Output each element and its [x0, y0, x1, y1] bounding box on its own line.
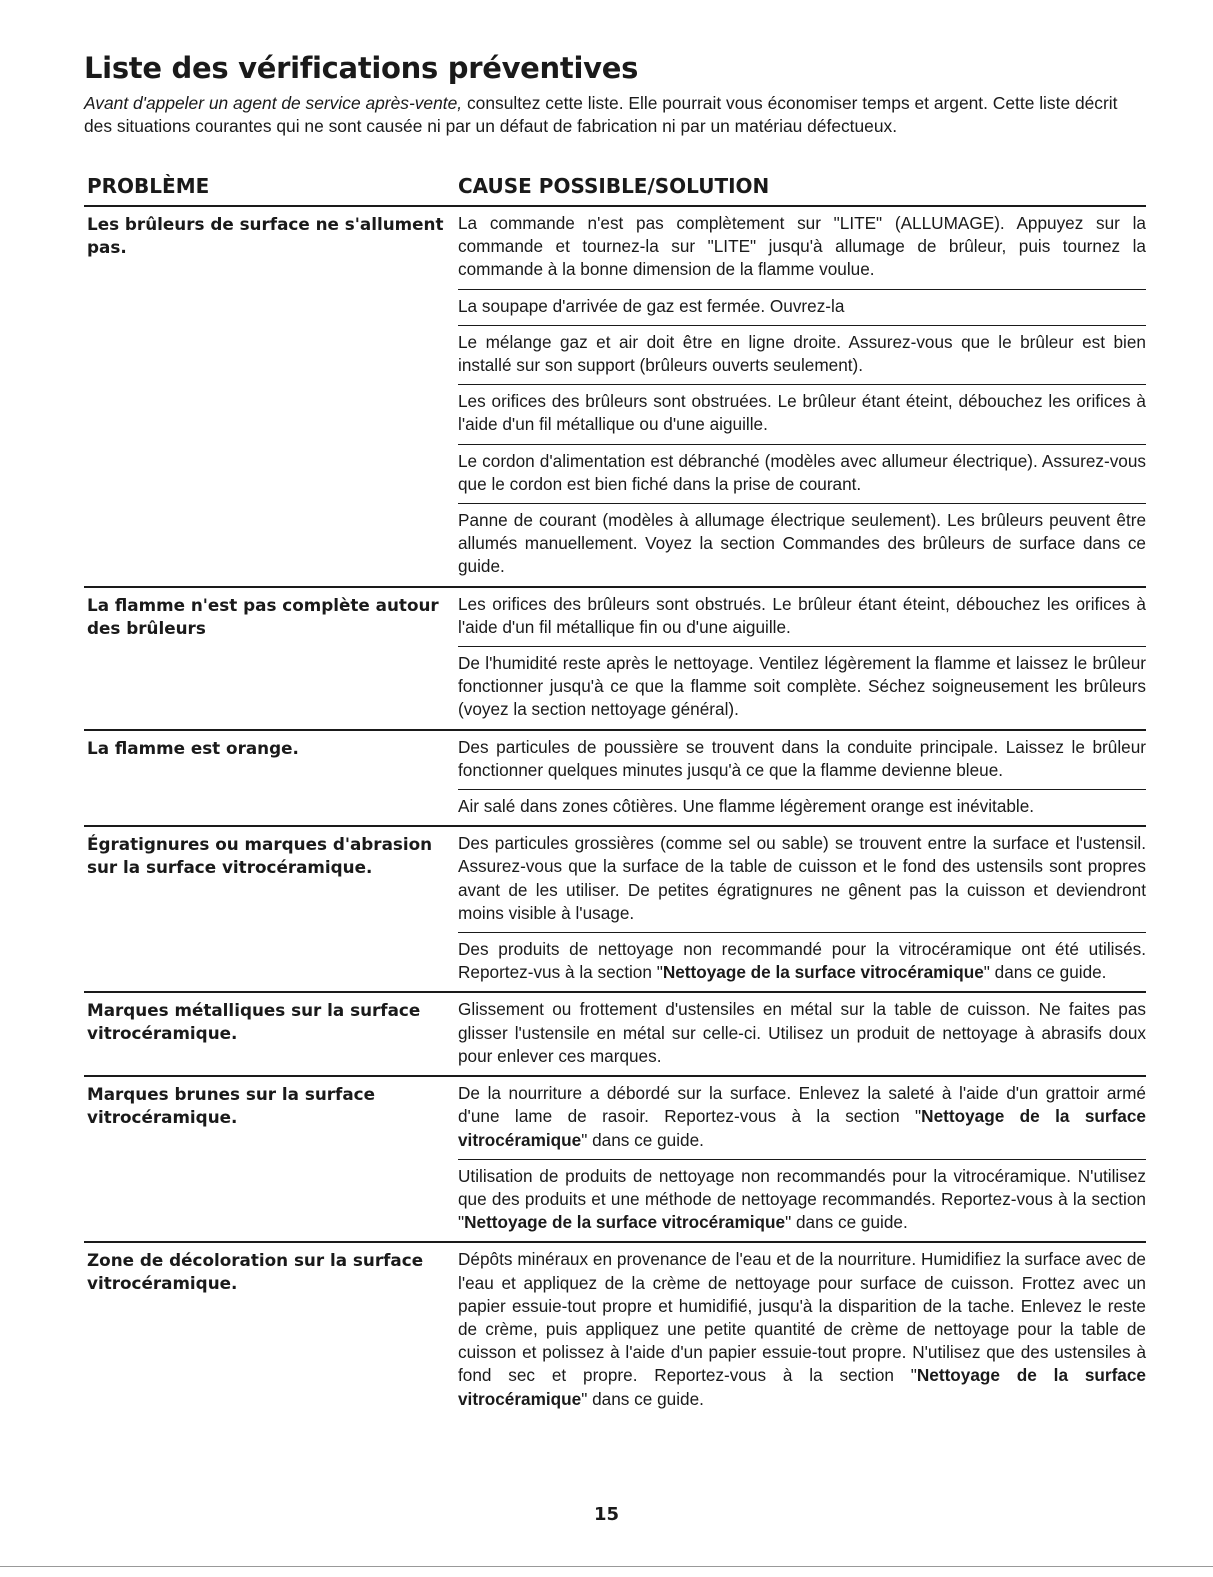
problem-cell: La flamme n'est pas complète autour des brûleurs	[87, 594, 439, 638]
cause-item	[458, 289, 1146, 325]
bold-reference: Nettoyage de la surface vitrocéramique	[458, 1106, 1146, 1150]
table-row	[84, 1077, 1146, 1243]
header-problem: PROBLÈME	[87, 174, 210, 198]
cause-text: De la nourriture a débordé sur la surface. Enlevez la saleté à l'aide d'un grattoir armé d'une lame de rasoir. Reportez-vous à la section "	[458, 1083, 1146, 1127]
cause-item	[458, 789, 1146, 825]
problem-cell: Zone de décoloration sur la surface vitrocéramique.	[87, 1250, 424, 1294]
page-number: 15	[593, 1504, 620, 1525]
causes-cell	[458, 731, 1146, 826]
troubleshooting-table	[84, 207, 1146, 1418]
page-title: Liste des vérifications préventives	[84, 51, 639, 85]
causes-cell	[458, 1243, 1146, 1417]
causes-cell	[458, 207, 1146, 586]
cause-item	[458, 1243, 1146, 1417]
cause-item	[458, 384, 1146, 443]
cause-text: Les orifices des brûleurs sont obstrués. Le brûleur étant éteint, débouchez les orifices à l'aide d'un fil métallique fin ou d'une aiguille.	[458, 593, 1146, 637]
intro-text: consultez cette liste. Elle pourrait vous économiser temps et argent. Cette liste décrit des situations courantes qui ne sont causée ni par un défaut de fabrication ni par un matériau défectueux.	[84, 93, 1118, 136]
cause-text: Glissement ou frottement d'ustensiles en métal sur la table de cuisson. Ne faites pas glisser l'ustensile en métal sur celle-ci. Utilisez un produit de nettoyage à abrasifs doux pour enlever ces marques.	[458, 999, 1146, 1066]
cause-text: Des particules grossières (comme sel ou sable) se trouvent entre la surface et l'ustensil. Assurez-vous que la surface de la table de cuisson et le fond des ustensils sont propres avant de les utiliser. De petites égratignures ne gênent pas la cuisson et deviendront moins visible à l'usage.	[458, 833, 1146, 923]
cause-text: Le mélange gaz et air doit être en ligne droite. Assurez-vous que le brûleur est bien installé sur son support (brûleurs ouverts seulement).	[458, 331, 1146, 376]
cause-text: Des particules de poussière se trouvent dans la conduite principale. Laissez le brûleur fonctionner quelques minutes jusqu'à ce que la flamme devienne bleue.	[458, 736, 1146, 780]
cause-item	[458, 932, 1146, 991]
intro-paragraph	[84, 92, 1146, 138]
cause-text: " dans ce guide.	[581, 1388, 704, 1409]
cause-text: La commande n'est pas complètement sur "LITE" (ALLUMAGE). Appuyez sur la commande et tournez-la sur "LITE" jusqu'à allumage de brûleur, puis tournez la commande à la bonne dimension de la flamme voulue.	[458, 213, 1146, 280]
bold-reference: Nettoyage de la surface vitrocéramique	[464, 1212, 786, 1233]
cause-text: Des produits de nettoyage non recommandé pour la vitrocéramique ont été utilisés. Reportez-vus à la section "	[458, 939, 1146, 983]
cause-item	[458, 444, 1146, 503]
cause-item	[458, 731, 1146, 789]
causes-cell	[458, 1077, 1146, 1241]
table-row	[84, 588, 1146, 731]
causes-cell	[458, 588, 1146, 729]
bold-reference: Nettoyage de la surface vitrocéramique	[458, 1365, 1146, 1409]
cause-item	[458, 207, 1146, 289]
table-row	[84, 731, 1146, 828]
cause-item	[458, 993, 1146, 1075]
table-row	[84, 1243, 1146, 1417]
cause-item	[458, 588, 1146, 646]
causes-cell	[458, 993, 1146, 1075]
cause-item	[458, 1077, 1146, 1159]
problem-cell: La flamme est orange.	[87, 737, 299, 758]
table-row	[84, 993, 1146, 1077]
cause-text: Le cordon d'alimentation est débranché (modèles avec allumeur électrique). Assurez-vous que le cordon est bien fiché dans la prise de courant.	[458, 450, 1146, 494]
cause-text: Air salé dans zones côtières. Une flamme légèrement orange est inévitable.	[458, 796, 1035, 817]
cause-item	[458, 325, 1146, 384]
cause-text: Panne de courant (modèles à allumage électrique seulement). Les brûleurs peuvent être allumés manuellement. Voyez la section Commandes des brûleurs de surface dans ce guide.	[458, 510, 1146, 577]
problem-cell: Égratignures ou marques d'abrasion sur la surface vitrocéramique.	[87, 834, 433, 878]
cause-text: Dépôts minéraux en provenance de l'eau et de la nourriture. Humidifiez la surface avec de l'eau et appliquez de la crème de nettoyage pour surface de cuisson. Frottez avec un papier essuie-tout propre et humidifié, jusqu'à la disparition de la tache. Enlevez le reste de crème, puis appliquez une petite quantité de crème de nettoyage pour la table de cuisson et polissez à l'aide d'un papier essuie-tout propre. N'utilisez que des ustensiles à fond sec et propre. Reportez-vous à la section "	[458, 1249, 1146, 1386]
cause-item	[458, 503, 1146, 586]
problem-cell: Marques métalliques sur la surface vitrocéramique.	[87, 1000, 421, 1044]
cause-text: Utilisation de produits de nettoyage non recommandés pour la vitrocéramique. N'utilisez que des produits et une méthode de nettoyage recommandés. Reportez-vous à la section "	[458, 1165, 1146, 1233]
cause-text: " dans ce guide.	[983, 962, 1107, 983]
table-row	[84, 827, 1146, 993]
problem-cell: Marques brunes sur la surface vitrocéramique.	[87, 1084, 376, 1128]
header-cause: CAUSE POSSIBLE/SOLUTION	[458, 174, 770, 198]
intro-italic: Avant d'appeler un agent de service après-vente,	[84, 93, 463, 113]
cause-text: La soupape d'arrivée de gaz est fermée. Ouvrez-la	[458, 295, 845, 316]
cause-item	[458, 827, 1146, 932]
cause-text: " dans ce guide.	[581, 1129, 704, 1150]
problem-cell: Les brûleurs de surface ne s'allument pas.	[87, 214, 444, 257]
table-header	[84, 173, 1146, 207]
cause-text: De l'humidité reste après le nettoyage. Ventilez légèrement la flamme et laissez le brûleur fonctionner jusqu'à ce que la flamme soit complète. Séchez soigneusement les brûleurs (voyez la section nettoyage général).	[458, 653, 1146, 720]
cause-text: " dans ce guide.	[785, 1212, 908, 1233]
bottom-divider	[0, 1566, 1213, 1567]
cause-text: Les orifices des brûleurs sont obstruées. Le brûleur étant éteint, débouchez les orifices à l'aide d'un fil métallique ou d'une aiguille.	[458, 391, 1146, 435]
causes-cell	[458, 827, 1146, 991]
document-page	[84, 48, 1146, 1418]
cause-item	[458, 1159, 1146, 1242]
bold-reference: Nettoyage de la surface vitrocéramique	[662, 962, 984, 983]
cause-item	[458, 646, 1146, 729]
table-row	[84, 207, 1146, 588]
